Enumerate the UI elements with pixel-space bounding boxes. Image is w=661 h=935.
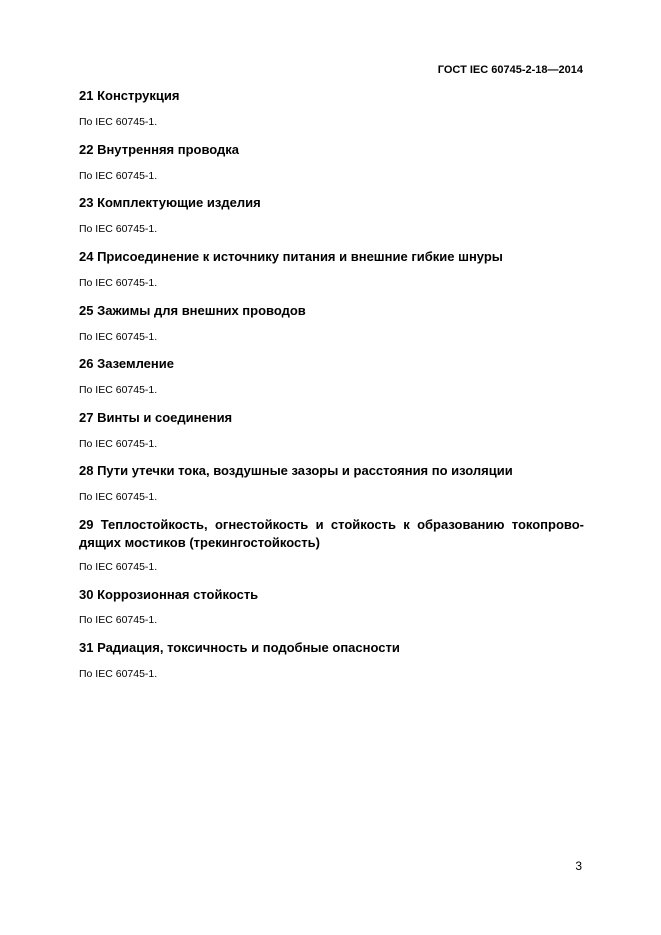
section-body: По IEC 60745-1. [79, 223, 158, 235]
section-27 [79, 409, 584, 450]
section-24 [79, 248, 584, 289]
section-body: По IEC 60745-1. [79, 277, 158, 289]
section-body: По IEC 60745-1. [79, 170, 158, 182]
section-26 [79, 355, 584, 396]
page-number: 3 [575, 859, 582, 873]
section-22 [79, 141, 584, 182]
section-title: 29 Теплостойкость, огнестойкость и стойкость к образованию токопрово-дящих мостиков (трекингостойкость) [79, 517, 584, 550]
section-title: 22 Внутренняя проводка [79, 142, 240, 157]
section-title: 26 Заземление [79, 356, 174, 371]
section-title: 23 Комплектующие изделия [79, 195, 261, 210]
section-body: По IEC 60745-1. [79, 116, 158, 128]
section-body: По IEC 60745-1. [79, 384, 158, 396]
section-body: По IEC 60745-1. [79, 668, 158, 680]
section-28 [79, 462, 584, 503]
section-title: 28 Пути утечки тока, воздушные зазоры и расстояния по изоляции [79, 463, 513, 478]
section-body: По IEC 60745-1. [79, 331, 158, 343]
section-body: По IEC 60745-1. [79, 491, 158, 503]
section-title: 27 Винты и соединения [79, 410, 233, 425]
section-body: По IEC 60745-1. [79, 438, 158, 450]
section-title: 31 Радиация, токсичность и подобные опасности [79, 640, 400, 655]
section-30 [79, 586, 584, 626]
section-title: 30 Коррозионная стойкость [79, 587, 259, 602]
section-title: 24 Присоединение к источнику питания и внешние гибкие шнуры [79, 249, 503, 264]
section-23 [79, 194, 584, 235]
section-title: 25 Зажимы для внешних проводов [79, 303, 306, 318]
section-body: По IEC 60745-1. [79, 561, 158, 573]
section-body: По IEC 60745-1. [79, 614, 158, 626]
section-29 [79, 516, 584, 573]
section-21 [79, 87, 584, 128]
section-title: 21 Конструкция [79, 88, 180, 103]
section-31 [79, 639, 584, 680]
section-25 [79, 302, 584, 343]
document-standard-header: ГОСТ IEC 60745-2-18—2014 [437, 64, 583, 76]
